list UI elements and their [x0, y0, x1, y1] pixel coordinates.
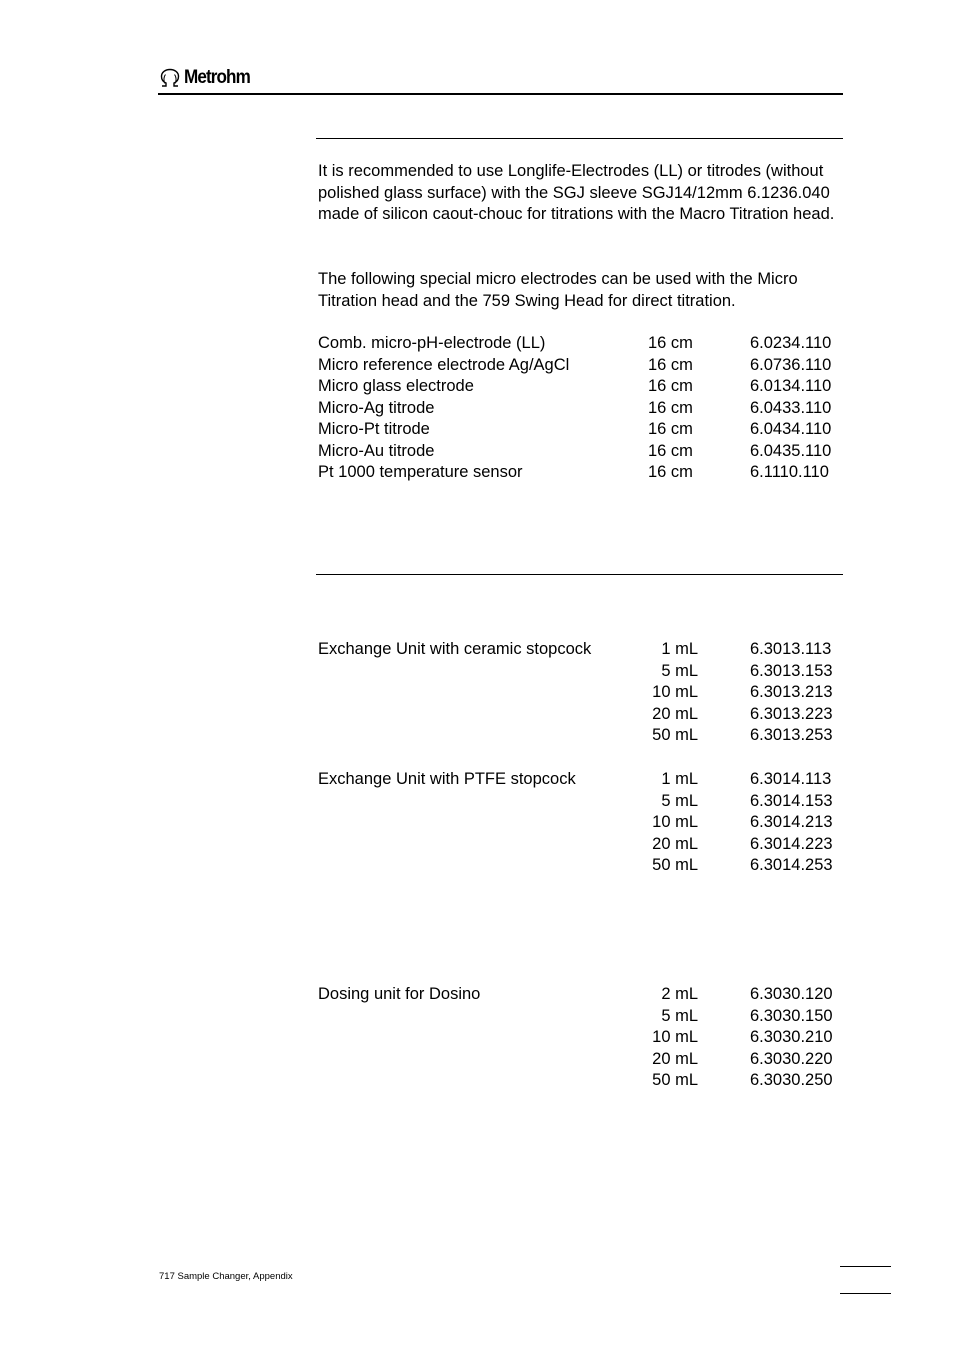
item-name	[318, 682, 636, 704]
item-size: 16 cm	[648, 355, 693, 374]
item-name: Micro-Ag titrode	[318, 398, 435, 417]
table-row	[318, 1049, 848, 1071]
item-name: Exchange Unit with ceramic stopcock	[318, 640, 592, 658]
item-name: Exchange Unit with PTFE stopcock	[318, 770, 576, 788]
table-row	[318, 855, 848, 877]
order-number: 6.3014.113	[750, 770, 832, 788]
table-row	[318, 376, 848, 398]
order-number: 6.3030.220	[750, 1049, 833, 1068]
table-row	[318, 661, 848, 683]
item-size: 5 mL	[661, 661, 698, 680]
table-row	[318, 1006, 848, 1028]
item-name: Micro-Au titrode	[318, 441, 435, 460]
section-rule-exchange-units	[316, 574, 843, 575]
item-name: Comb. micro-pH-electrode (LL)	[318, 334, 546, 352]
table-row	[318, 725, 848, 747]
header-rule	[158, 93, 843, 95]
order-number: 6.3013.223	[750, 704, 833, 723]
electrode-table	[318, 333, 848, 484]
item-size: 20 mL	[652, 1049, 698, 1068]
section-rule-electrodes	[316, 138, 843, 139]
order-number: 6.3013.153	[750, 661, 833, 680]
ceramic-exchange-unit-table	[318, 639, 848, 747]
table-row	[318, 462, 848, 484]
table-row	[318, 704, 848, 726]
table-row	[318, 812, 848, 834]
item-size: 10 mL	[652, 813, 698, 831]
item-size: 16 cm	[648, 334, 693, 352]
order-number: 6.3014.223	[750, 834, 833, 853]
brand-name: Metrohm	[184, 67, 250, 88]
order-number: 6.3014.213	[750, 813, 833, 831]
dosino-dosing-unit-table	[318, 984, 848, 1092]
table-row	[318, 1027, 848, 1049]
item-name	[318, 1027, 636, 1049]
item-size: 50 mL	[652, 856, 698, 874]
order-number: 6.0435.110	[750, 441, 832, 460]
order-number: 6.0434.110	[750, 420, 832, 438]
table-row	[318, 398, 848, 420]
order-number: 6.0234.110	[750, 334, 832, 352]
order-number: 6.3030.150	[750, 1006, 833, 1025]
item-size: 20 mL	[652, 704, 698, 723]
table-row	[318, 834, 848, 856]
omega-icon	[159, 68, 181, 88]
item-name: Dosing unit for Dosino	[318, 985, 481, 1003]
ptfe-exchange-unit-table	[318, 769, 848, 877]
item-name: Micro reference electrode Ag/AgCl	[318, 355, 570, 374]
item-name	[318, 1006, 636, 1028]
item-size: 10 mL	[652, 683, 698, 701]
item-name	[318, 661, 636, 683]
item-name: Micro glass electrode	[318, 377, 474, 395]
item-name	[318, 1070, 636, 1092]
order-number: 6.1110.110	[750, 463, 829, 481]
order-number: 6.3013.213	[750, 683, 833, 701]
brand-logo	[159, 67, 257, 89]
footer-rule-top	[840, 1266, 891, 1267]
item-name	[318, 1049, 636, 1071]
item-name: Micro-Pt titrode	[318, 420, 430, 438]
item-size: 50 mL	[652, 726, 698, 744]
item-size: 16 cm	[648, 377, 693, 395]
item-size: 16 cm	[648, 398, 693, 417]
item-name	[318, 855, 636, 877]
order-number: 6.0736.110	[750, 355, 832, 374]
table-row	[318, 984, 848, 1006]
item-name	[318, 725, 636, 747]
paragraph-micro-electrodes: The following special micro electrodes can be used with the Micro Titration head and the 759 Swing Head for direct titration.	[318, 270, 798, 310]
item-size: 16 cm	[648, 420, 693, 438]
table-row	[318, 769, 848, 791]
item-size: 16 cm	[648, 463, 693, 481]
item-name	[318, 834, 636, 856]
table-row	[318, 419, 848, 441]
item-size: 16 cm	[648, 441, 693, 460]
item-size: 5 mL	[661, 1006, 698, 1025]
order-number: 6.3013.253	[750, 726, 833, 744]
footer-rule-bottom	[840, 1293, 891, 1294]
order-number: 6.3014.153	[750, 791, 833, 810]
item-size: 2 mL	[661, 985, 698, 1003]
item-name: Pt 1000 temperature sensor	[318, 463, 523, 481]
footer-text: 717 Sample Changer, Appendix	[159, 1271, 293, 1282]
item-name	[318, 812, 636, 834]
table-row	[318, 333, 848, 355]
table-row	[318, 355, 848, 377]
item-name	[318, 704, 636, 726]
table-row	[318, 682, 848, 704]
table-row	[318, 791, 848, 813]
order-number: 6.3030.250	[750, 1071, 833, 1089]
item-size: 1 mL	[661, 770, 698, 788]
table-row	[318, 1070, 848, 1092]
table-row	[318, 441, 848, 463]
order-number: 6.3030.210	[750, 1028, 833, 1046]
order-number: 6.0433.110	[750, 398, 832, 417]
order-number: 6.3013.113	[750, 640, 832, 658]
order-number: 6.3030.120	[750, 985, 833, 1003]
item-name	[318, 791, 636, 813]
item-size: 5 mL	[661, 791, 698, 810]
item-size: 10 mL	[652, 1028, 698, 1046]
paragraph-longlife: It is recommended to use Longlife-Electrodes (LL) or titrodes (without polished glass surface) with the SGJ sleeve SGJ14/12mm 6.1236.040 made of silicon caout-chouc for titrations with the Macro Titration head.	[318, 162, 835, 223]
order-number: 6.0134.110	[750, 377, 832, 395]
order-number: 6.3014.253	[750, 856, 833, 874]
item-size: 50 mL	[652, 1071, 698, 1089]
item-size: 20 mL	[652, 834, 698, 853]
table-row	[318, 639, 848, 661]
item-size: 1 mL	[661, 640, 698, 658]
